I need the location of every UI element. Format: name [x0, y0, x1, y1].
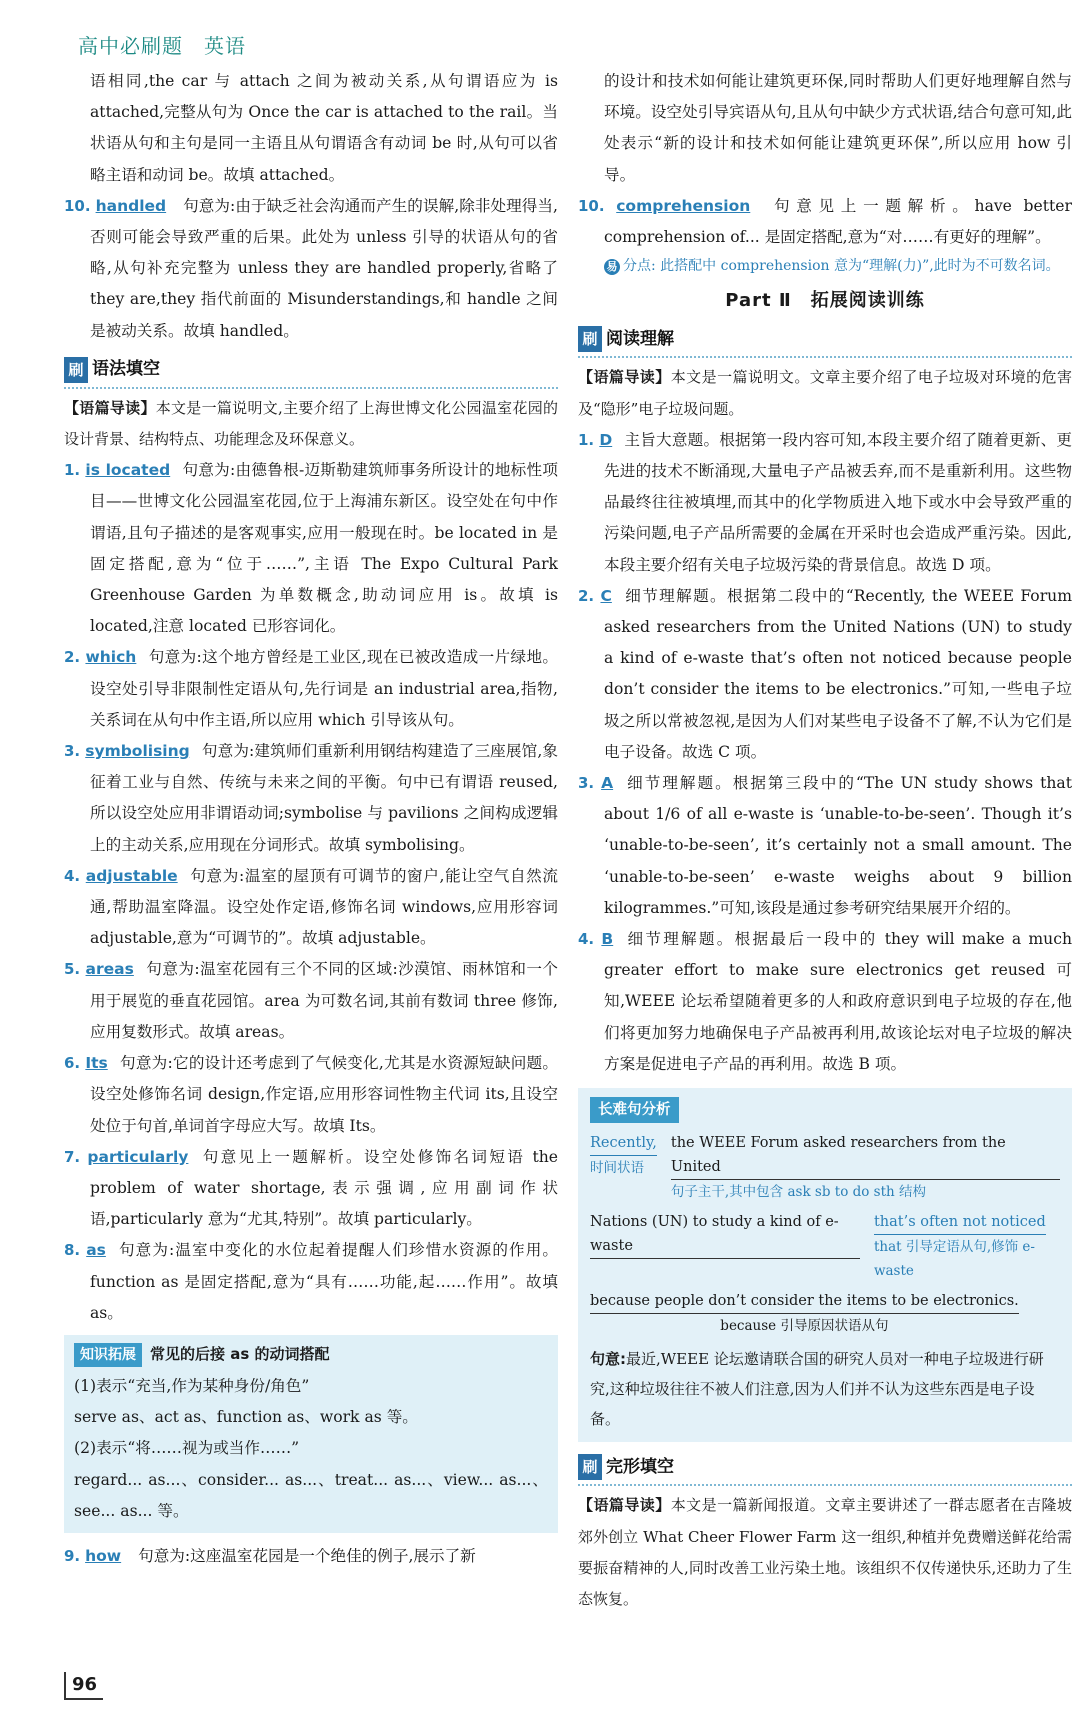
answer-item-7 [64, 1142, 558, 1236]
item-answer: C [600, 586, 612, 605]
guide-text: 本文是一篇新闻报道。文章主要讲述了一群志愿者在吉隆坡郊外创立 What Cheer Flower Farm 这一组织,种植并免费赠送鲜花给需要振奋精神的人,同时改善工业污染土地。该组织不仅传递快乐,还助力了生态恢复。 [578, 1496, 1072, 1608]
item-explanation: 句意为:它的设计还考虑到了气候变化,尤其是水资源短缺问题。设空处修饰名词 design,作定语,应用形容词性物主代词 its,且设空处位于句首,单词首字母应大写。故填 Its。 [90, 1054, 558, 1135]
item-explanation: 句意为:温室的屋顶有可调节的窗户,能让空气自然流通,帮助温室降温。设空处作定语,修饰名词 windows,应用形容词 adjustable,意为“可调节的”。故填 adjustable。 [90, 866, 558, 948]
extension-line-1: (1)表示“充当,作为某种身份/角色” [74, 1376, 310, 1395]
analysis-segment [590, 1210, 860, 1283]
reading-item-2 [578, 581, 1072, 768]
item-number: 10. [578, 196, 605, 215]
item-answer: as [86, 1241, 106, 1260]
item-answer: B [601, 930, 614, 949]
analysis-segment [590, 1289, 1019, 1338]
right-column [578, 66, 1072, 1615]
section-badge: 刷 [64, 357, 88, 383]
item-explanation: 句意为:由于缺乏社会沟通而产生的误解,除非处理得当,否则可能会导致严重的后果。此处为 unless 引导的状语从句的省略,从句补充完整为 unless they are handled properly,省略了 they are,they 指代前面的 Misunderstandings,和 handle 之间是被动关系。故填 handled。 [90, 196, 558, 340]
section-grammar-fill [64, 353, 558, 389]
continued-paragraph: 的设计和技术如何能让建筑更环保,同时帮助人们更好地理解自然与环境。设空处引导宾语从句,且从句中缺少方式状语,结合句意可知,此处表示“新的设计和技术如何能让建筑更环保”,所以应用 how 引导。 [604, 72, 1072, 184]
part-title: Part Ⅱ 拓展阅读训练 [725, 290, 925, 312]
answer-item-9 [64, 1541, 558, 1572]
segment-label: 句子主干,其中包含 ask sb to do sth 结构 [670, 1184, 927, 1201]
long-sentence-analysis-box [578, 1088, 1072, 1442]
item-number: 2. [578, 586, 595, 605]
intro-paragraph: 语相同,the car 与 attach 之间为被动关系,从句谓语应为 is attached,完整从句为 Once the car is attached to the rail。当状语从句和主句是同一主语且从句谓语含有动词 be 时,从句可以省略主语和动词 be。故填 attached。 [90, 72, 558, 184]
section-badge: 刷 [578, 326, 602, 352]
answer-item-3 [64, 736, 558, 861]
long-sentence-badge: 长难句分析 [590, 1097, 679, 1123]
section-reading [578, 322, 1072, 358]
item-number: 8. [64, 1241, 81, 1260]
section-title: 语法填空 [92, 359, 160, 380]
item-explanation: 句意见上一题解析。have better comprehension of... 是固定搭配,意为“对……有更好的理解”。 [604, 196, 1072, 247]
item-explanation: 主旨大意题。根据第一段内容可知,本段主要介绍了随着更新、更先进的技术不断涌现,大量电子产品被丢弃,而不是重新利用。这些物品最终往往被填埋,而其中的化学物质进入地下或水中会导致严重的污染问题,电子产品所需要的金属在开采时也会造成严重污染。因此,本段主要介绍有关电子垃圾污染的背景信息。故选 D 项。 [604, 430, 1072, 574]
segment-label: 时间状语 [590, 1160, 644, 1177]
item-explanation: 句意为:这座温室花园是一个绝佳的例子,展示了新 [138, 1546, 476, 1565]
item-answer: handled [95, 196, 167, 215]
page-number: 96 [64, 1672, 103, 1700]
item-answer: D [599, 430, 613, 449]
segment-english: Recently, [590, 1131, 657, 1156]
item-number: 1. [578, 430, 595, 449]
item-answer: A [601, 774, 614, 793]
item-number: 3. [578, 774, 595, 793]
item-number: 10. [64, 196, 91, 215]
item-number: 5. [64, 960, 81, 979]
section-badge: 刷 [578, 1454, 602, 1480]
section-title: 完形填空 [606, 1456, 674, 1477]
item-number: 3. [64, 742, 81, 761]
answer-item-1 [64, 455, 558, 642]
analysis-segment [874, 1210, 1060, 1283]
item-explanation: 细节理解题。根据第三段中的“The UN study shows that about 1/6 of all e-waste is ‘unable-to-be-seen’. Though it’s ‘unable-to-be-seen’, it’s certainly not a small amount. The ‘unable-to-be-seen’ e-waste weighs about 9 billion kilogrammes.”可知,该段是通过参考研究结果展开介绍的。 [604, 774, 1072, 917]
answer-item-8 [64, 1235, 558, 1329]
answer-item-6 [64, 1048, 558, 1142]
item-explanation: 句意为:温室中变化的水位起着提醒人们珍惜水资源的作用。function as 是固定搭配,意为“具有……功能,起……作用”。故填 as。 [90, 1241, 558, 1322]
segment-english: that’s often not noticed [874, 1210, 1046, 1235]
left-column [64, 66, 558, 1572]
extension-line-3: (2)表示“将……视为或当作……” [74, 1439, 300, 1458]
segment-english: Nations (UN) to study a kind of e-waste [590, 1210, 860, 1259]
segment-label: because 引导原因状语从句 [720, 1318, 889, 1335]
item-explanation: 细节理解题。根据第二段中的“Recently, the WEEE Forum asked researchers from the United Nations (UN) to study a kind of e-waste that’s often not noticed because people don’t consider the items to be electronics.”可知,一些电子垃圾之所以常被忽视,是因为人们对某些电子设备不了解,不认为它们是电子设备。故选 C 项。 [604, 586, 1072, 761]
item-explanation: 细节理解题。根据最后一段中的 they will make a much greater effort to make sure electronics get reused 可知,WEEE 论坛希望随着更多的人和政府意识到电子垃圾的存在,他们将更加努力地确保电子产品被再利用,故该论坛对电子垃圾的解决方案是促进电子产品的再利用。故选 B 项。 [604, 930, 1072, 1073]
segment-english: because people don’t consider the items to be electronics. [590, 1289, 1019, 1314]
meaning-text: 最近,WEEE 论坛邀请联合国的研究人员对一种电子垃圾进行研究,这种垃圾往往不被人们注意,因为人们并不认为这些东西是电子设备。 [590, 1350, 1044, 1429]
item-explanation: 句意为:温室花园有三个不同的区域:沙漠馆、雨林馆和一个用于展览的垂直花园馆。area 为可数名词,其前有数词 three 修饰,应用复数形式。故填 areas。 [90, 960, 558, 1041]
analysis-segment [671, 1131, 1060, 1204]
item-answer: comprehension [616, 196, 751, 215]
passage-guide [64, 393, 558, 455]
item-explanation: 句意为:这个地方曾经是工业区,现在已被改造成一片绿地。设空处引导非限制性定语从句,先行词是 an industrial area,指物,关系词在从句中作主语,所以应用 which 引导该从句。 [90, 648, 558, 729]
item-number: 9. [64, 1546, 81, 1565]
item-explanation: 句意为:建筑师们重新利用钢结构建造了三座展馆,象征着工业与自然、传统与未来之间的平衡。句中已有谓语 reused,所以设空处应用非谓语动词;symbolise 与 pavilions 之间构成逻辑上的主动关系,应用现在分词形式。故填 symbolising。 [90, 742, 558, 854]
answer-item-2 [64, 642, 558, 736]
analysis-segment [590, 1131, 657, 1204]
item-number: 7. [64, 1147, 81, 1166]
segment-english: the WEEE Forum asked researchers from the United [671, 1131, 1060, 1180]
guide-text: 本文是一篇说明文。文章主要介绍了电子垃圾对环境的危害及“隐形”电子垃圾问题。 [578, 368, 1072, 418]
header-title: 高中必刷题 英语 [78, 34, 246, 58]
extension-title: 常见的后接 as 的动词搭配 [150, 1345, 330, 1364]
note-text: 此搭配中 comprehension 意为“理解(力)”,此时为不可数名词。 [660, 258, 1060, 275]
item-number: 2. [64, 648, 81, 667]
extension-line-4: regard... as...、consider... as...、treat... as...、view... as...、see... as... 等。 [74, 1470, 548, 1520]
answer-item-10 [64, 191, 558, 347]
answer-item-4 [64, 861, 558, 955]
reading-item-1 [578, 425, 1072, 581]
extension-badge: 知识拓展 [74, 1343, 142, 1367]
analysis-row-3 [590, 1289, 1060, 1338]
item-number: 4. [64, 866, 81, 885]
guide-label: 【语篇导读】 [578, 1496, 671, 1515]
guide-label: 【语篇导读】 [64, 398, 156, 417]
passage-guide [578, 362, 1072, 424]
meaning-label: 句意: [590, 1350, 626, 1369]
item-answer: particularly [87, 1147, 189, 1166]
extension-line-2: serve as、act as、function as、work as 等。 [74, 1408, 418, 1427]
item-explanation: 句意见上一题解析。设空处修饰名词短语 the problem of water shortage,表示强调,应用副词作状语,particularly 意为“尤其,特别”。故填 particularly。 [90, 1147, 558, 1229]
item-number: 6. [64, 1054, 81, 1073]
passage-guide [578, 1490, 1072, 1615]
extension-header [74, 1339, 548, 1371]
guide-label: 【语篇导读】 [578, 368, 671, 387]
easy-mistake-note [578, 255, 1072, 277]
item-answer: which [85, 648, 137, 667]
answer-item-10-right [578, 191, 1072, 253]
reading-item-3 [578, 768, 1072, 924]
item-answer: symbolising [85, 742, 190, 761]
item-answer: is located [85, 461, 171, 480]
item-answer: adjustable [85, 866, 178, 885]
analysis-row-2 [590, 1210, 1060, 1283]
section-cloze [578, 1450, 1072, 1486]
segment-label: that 引导定语从句,修饰 e-waste [873, 1239, 1035, 1280]
item-explanation: 句意为:由德鲁根-迈斯勒建筑师事务所设计的地标性项目——世博文化公园温室花园,位于上海浦东新区。设空处在句中作谓语,且句子描述的是客观事实,应用一般现在时。be located in 是固定搭配,意为“位于……”,主语 The Expo Cultural Park Greenhouse Garden 为单数概念,助动词应用 is。故填 is located,注意 located 已形容词化。 [90, 461, 558, 636]
note-label: 分点: [623, 258, 656, 275]
sentence-meaning [590, 1344, 1060, 1434]
item-answer: Its [85, 1054, 108, 1073]
item-answer: how [85, 1546, 122, 1565]
analysis-row-1 [590, 1131, 1060, 1204]
item-number: 4. [578, 930, 595, 949]
answer-item-5 [64, 954, 558, 1048]
note-badge: 易 [604, 259, 620, 275]
section-title: 阅读理解 [606, 328, 674, 349]
item-answer: areas [85, 960, 134, 979]
item-number: 1. [64, 461, 81, 480]
reading-item-4 [578, 924, 1072, 1080]
knowledge-extension-box [64, 1335, 558, 1533]
guide-text: 本文是一篇说明文,主要介绍了上海世博文化公园温室花园的设计背景、结构特点、功能理念及环保意义。 [64, 398, 558, 449]
